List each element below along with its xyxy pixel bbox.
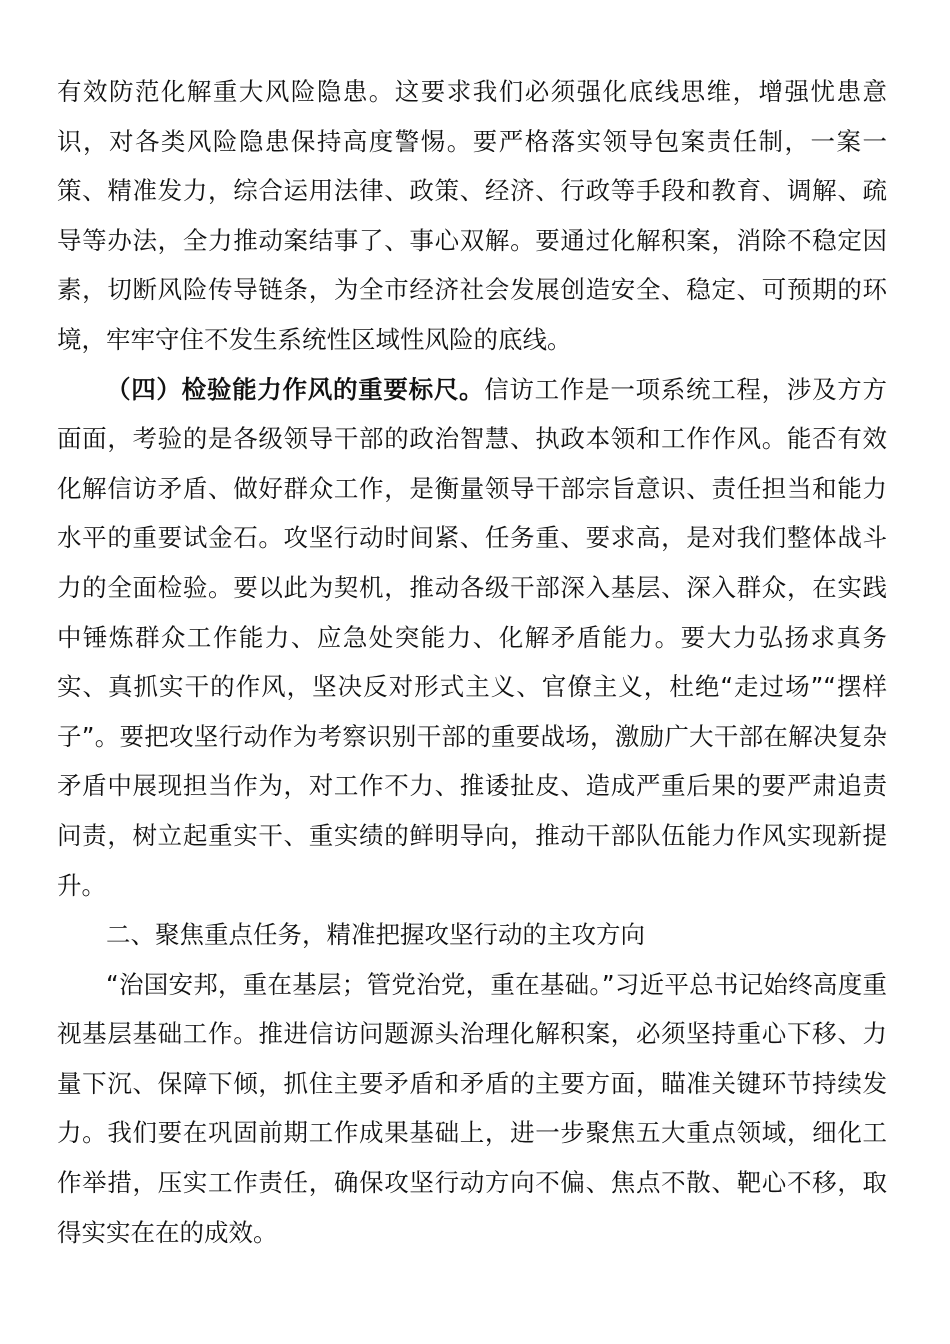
- section-2-heading: 二、聚焦重点任务，精准把握攻坚行动的主攻方向: [106, 920, 645, 950]
- paragraph-grassroots: “治国安邦，重在基层；管党治党，重在基础。”习近平总书记始终高度重视基层基础工作。推进信访问题源头治理化解积案，必须坚持重心下移、力量下沉、保障下倾，抓住主要矛盾和矛盾的主要方面，瞄准关键环节持续发力。我们要在巩固前期工作成果基础上，进一步聚焦五大重点领域，细化工作举措，压实工作责任，确保攻坚行动方向不偏、焦点不散、靶心不移，取得实实在在的成效。: [57, 969, 887, 1247]
- paragraph-risk-prevention: 有效防范化解重大风险隐患。这要求我们必须强化底线思维，增强忧患意识，对各类风险隐患保持高度警惕。要严格落实领导包案责任制，一案一策、精准发力，综合运用法律、政策、经济、行政等手段和教育、调解、疏导等办法，全力推动案结事了、事心双解。要通过化解积案，消除不稳定因素，切断风险传导链条，为全市经济社会发展创造安全、稳定、可预期的环境，牢牢守住不发生系统性区域性风险的底线。: [57, 77, 887, 354]
- document-page: [57, 67, 887, 1257]
- paragraph-section-4: [57, 365, 887, 911]
- section-4-heading: （四）检验能力作风的重要标尺。: [106, 374, 485, 404]
- section-4-body: 信访工作是一项系统工程，涉及方方面面，考验的是各级领导干部的政治智慧、执政本领和工作作风。能否有效化解信访矛盾、做好群众工作，是衡量领导干部宗旨意识、责任担当和能力水平的重要试金石。攻坚行动时间紧、任务重、要求高，是对我们整体战斗力的全面检验。要以此为契机，推动各级干部深入基层、深入群众，在实践中锤炼群众工作能力、应急处突能力、化解矛盾能力。要大力弘扬求真务实、真抓实干的作风，坚决反对形式主义、官僚主义，杜绝“走过场”“摆样子”。要把攻坚行动作为考察识别干部的重要战场，激励广大干部在解决复杂矛盾中展现担当作为，对工作不力、推诿扯皮、造成严重后果的要严肃追责问责，树立起重实干、重实绩的鲜明导向，推动干部队伍能力作风实现新提升。: [57, 374, 887, 900]
